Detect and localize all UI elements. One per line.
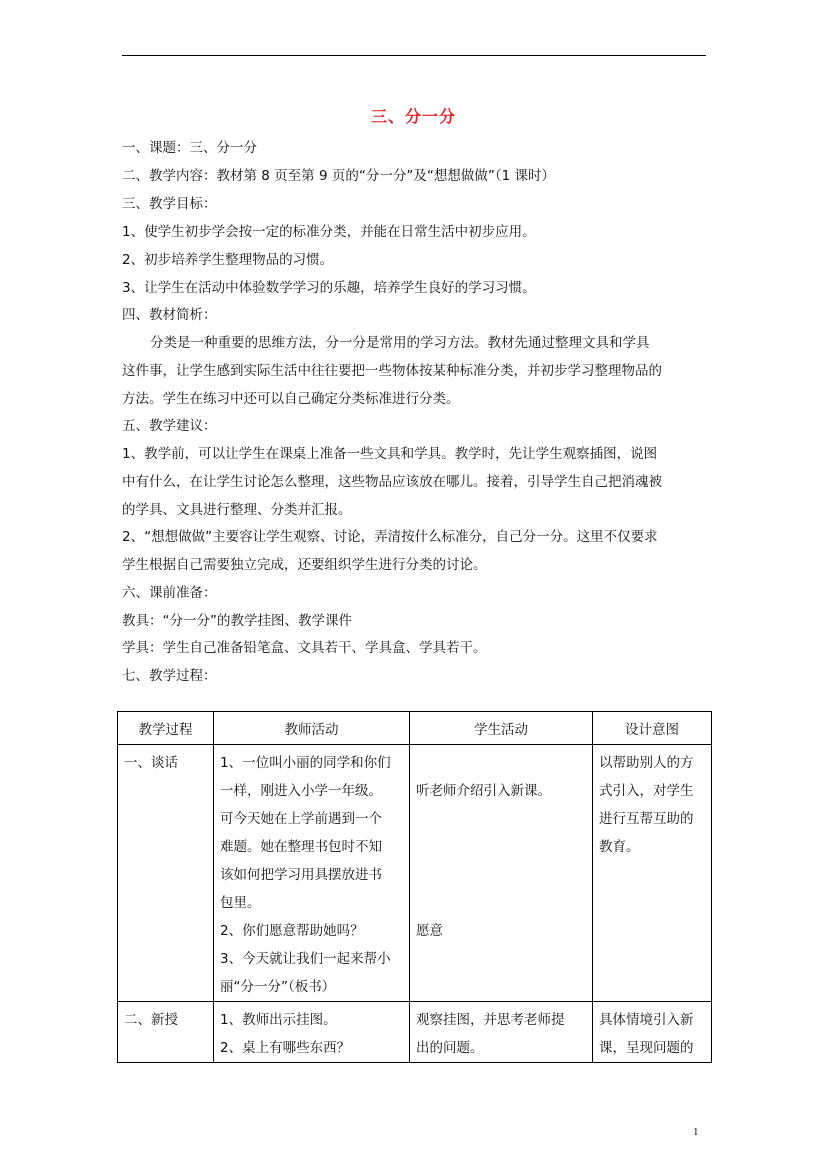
column-header: 教学过程 (118, 712, 214, 745)
cell-line: 听老师介绍引入新课。 (416, 783, 551, 799)
text-line: 学生根据自己需要独立完成，还要组织学生进行分类的讨论。 (122, 557, 487, 573)
teaching-process-table (117, 711, 712, 1063)
page-number: 1 (693, 1126, 699, 1138)
stage-cell: 二、新授 (124, 1012, 178, 1028)
text-line: 一、课题：三、分一分 (122, 140, 257, 156)
cell-line: 3、今天就让我们一起来帮小 (220, 951, 391, 967)
teacher-activity-cell (214, 745, 409, 1001)
cell-line: 2、桌上有哪些东西？ (220, 1040, 351, 1056)
cell-line: 观察挂图，并思考老师提 (416, 1012, 565, 1028)
text-line: 1、使学生初步学会按一定的标准分类，并能在日常生活中初步应用。 (122, 224, 536, 240)
design-intent-cell (593, 1002, 711, 1062)
text-line: 的学具、文具进行整理、分类并汇报。 (122, 502, 352, 518)
student-activity-cell (410, 745, 592, 945)
text-line: 教具：“分一分”的教学挂图、教学课件 (122, 613, 352, 629)
column-header: 设计意图 (593, 712, 712, 745)
column-header: 学生活动 (410, 712, 593, 745)
text-line: 2、初步培养学生整理物品的习惯。 (122, 252, 334, 268)
teacher-activity-cell (214, 1002, 409, 1062)
text-line: 六、课前准备： (122, 585, 217, 601)
text-line: 三、教学目标： (122, 196, 217, 212)
cell-line: 式引入，对学生 (599, 783, 694, 799)
text-line: 中有什么，在让学生讨论怎么整理，这些物品应该放在哪儿。接着，引导学生自己把消魂被 (122, 474, 662, 490)
table-header-row (118, 712, 712, 745)
text-line: 四、教材简析： (122, 307, 217, 323)
cell-line: 难题。她在整理书包时不知 (220, 839, 382, 855)
design-intent-cell (593, 745, 711, 861)
table-row (118, 1002, 712, 1063)
cell-line: 出的问题。 (416, 1040, 484, 1056)
column-header: 教师活动 (214, 712, 410, 745)
cell-line: 可今天她在上学前遇到一个 (220, 811, 382, 827)
text-line: 二、教学内容：教材第 8 页至第 9 页的“分一分”及“想想做做”（1 课时） (122, 168, 555, 184)
cell-line: 以帮助别人的方 (599, 755, 694, 771)
cell-line: 1、一位叫小丽的同学和你们 (220, 755, 391, 771)
cell-line: 2、你们愿意帮助她吗？ (220, 923, 364, 939)
header-rule (122, 55, 706, 56)
cell-line: 具体情境引入新 (599, 1012, 694, 1028)
table-row (118, 745, 712, 1002)
text-line: 五、教学建议： (122, 418, 217, 434)
cell-line: 课，呈现问题的 (599, 1040, 694, 1056)
text-line: 3、让学生在活动中体验数学学习的乐趣，培养学生良好的学习习惯。 (122, 280, 536, 296)
cell-line: 丽“分一分”（板书） (220, 979, 336, 995)
text-line: 2、“想想做做”主要容让学生观察、讨论，弄清按什么标准分，自己分一分。这里不仅要求 (122, 529, 658, 545)
cell-line: 愿意 (416, 923, 443, 939)
text-line: 七、教学过程： (122, 668, 217, 684)
student-activity-cell (410, 1002, 592, 1062)
cell-line: 该如何把学习用具摆放进书 (220, 867, 382, 883)
stage-cell: 一、谈话 (124, 755, 178, 771)
text-line: 1、教学前，可以让学生在课桌上准备一些文具和学具。教学时，先让学生观察插图，说图 (122, 446, 658, 462)
text-line: 学具：学生自己准备铅笔盒、文具若干、学具盒、学具若干。 (122, 640, 487, 656)
cell-line: 进行互帮互助的 (599, 811, 694, 827)
page-title: 三、分一分 (370, 107, 456, 126)
cell-line: 包里。 (220, 895, 261, 911)
cell-line: 一样，刚进入小学一年级。 (220, 783, 382, 799)
cell-line: 教育。 (599, 839, 640, 855)
cell-line: 1、教师出示挂图。 (220, 1012, 337, 1028)
text-line: 方法。学生在练习中还可以自己确定分类标准进行分类。 (122, 391, 460, 407)
text-line: 这件事，让学生感到实际生活中往往要把一些物体按某种标准分类，并初步学习整理物品的 (122, 363, 662, 379)
text-line: 分类是一种重要的思维方法，分一分是常用的学习方法。教材先通过整理文具和学具 (150, 335, 650, 351)
